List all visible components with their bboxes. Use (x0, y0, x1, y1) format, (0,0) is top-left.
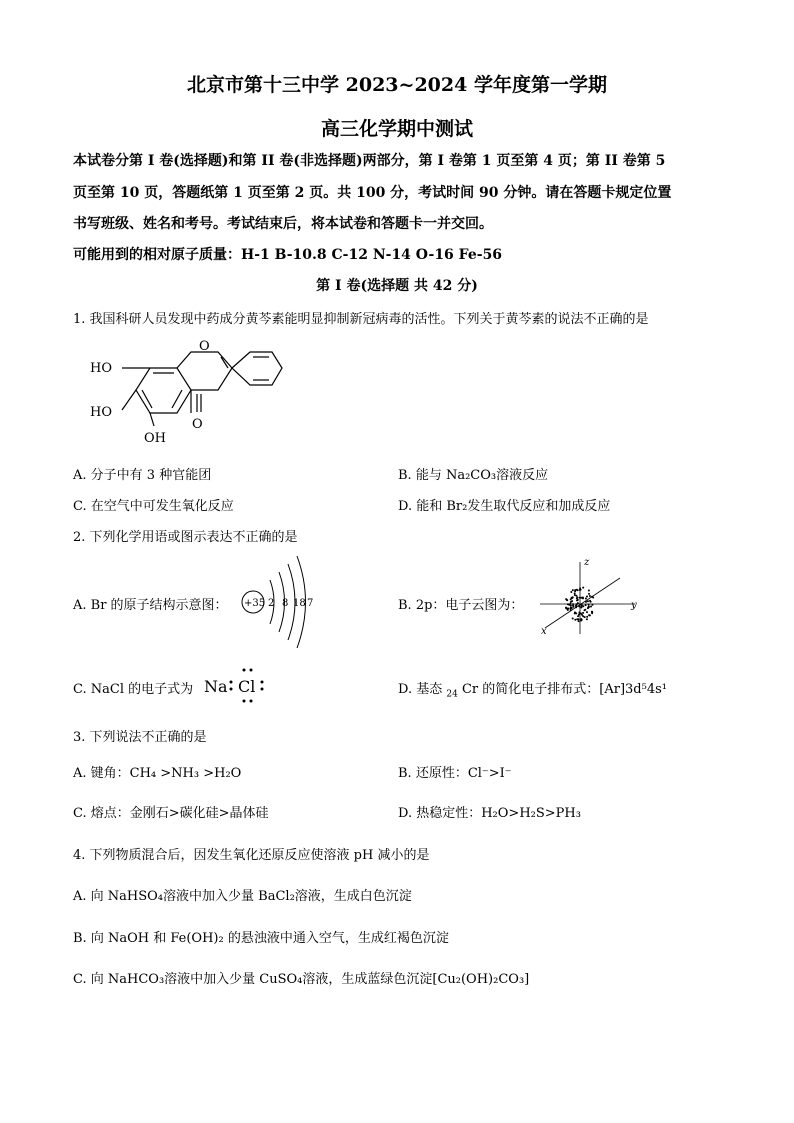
shell-2-count: 8 (282, 598, 289, 609)
electron-dot (580, 618, 582, 620)
ho-label-top: HO (90, 361, 112, 376)
electron-dot (574, 619, 576, 621)
electron-dot (572, 605, 574, 607)
br-atomic-structure-diagram (240, 552, 322, 652)
q2-option-c-label: C. NaCl 的电子式为 (73, 682, 194, 697)
ring-oxygen-label: O (199, 339, 210, 354)
electron-dot (565, 607, 567, 609)
atomic-masses: 可能用到的相对原子质量：H-1 B-10.8 C-12 N-14 O-16 Fe-56 (73, 247, 503, 263)
electron-dot (586, 596, 588, 598)
q1-stem: 1. 我国科研人员发现中药成分黄芩素能明显抑制新冠病毒的活性。下列关于黄芩素的说法不正确的是 (73, 312, 649, 327)
electron-dot (574, 594, 576, 596)
electron-dot (571, 607, 573, 609)
q3-option-c: C. 熔点：金刚石>碳化硅>晶体硅 (73, 806, 269, 821)
q1-option-a: A. 分子中有 3 种官能团 (73, 468, 212, 483)
electron-dot (569, 603, 571, 605)
shell-1-count: 2 (268, 598, 275, 609)
electron-dot (588, 605, 590, 607)
axis-z-label: z (584, 557, 590, 568)
electron-dot (579, 587, 581, 589)
q3-stem: 3. 下列说法不正确的是 (73, 730, 207, 745)
electron-dot (575, 605, 577, 607)
electron-dot (584, 616, 586, 618)
electron-dot (589, 595, 591, 597)
shell-3-count: 18 (293, 598, 306, 609)
ring-a (136, 368, 191, 413)
intro-line-2: 页至第 10 页，答题纸第 1 页至第 2 页。共 100 分，考试时间 90 分钟。请在答题卡规定位置 (73, 185, 672, 201)
electron-dot (567, 608, 569, 610)
electron-dot (588, 604, 590, 606)
q4-option-a: A. 向 NaHSO₄溶液中加入少量 BaCl₂溶液，生成白色沉淀 (73, 889, 412, 904)
intro-line-1: 本试卷分第 I 卷(选择题)和第 II 卷(非选择题)两部分，第 I 卷第 1 页至第 4 页；第 II 卷第 5 (73, 153, 666, 169)
nacl-electron-formula (202, 664, 274, 706)
cl-symbol: Cl (238, 677, 256, 696)
q2-option-b-label: B. 2p：电子云图为： (398, 598, 524, 613)
electron-dot (585, 604, 587, 606)
axis-y-label: y (631, 600, 637, 611)
na-symbol: Na (204, 677, 228, 696)
oh-label-bottom: OH (144, 431, 166, 446)
electron-dot (588, 590, 590, 592)
p-orbital-cloud-diagram (535, 556, 645, 638)
electron-dot (586, 616, 588, 618)
q4-stem: 4. 下列物质混合后，因发生氧化还原反应使溶液 pH 减小的是 (73, 848, 430, 863)
electron-dot (582, 597, 584, 599)
q2-option-d-prefix: D. 基态 (398, 682, 443, 697)
electron-dot (578, 620, 580, 622)
electron-dot (586, 611, 588, 613)
exam-title: 北京市第十三中学 2023~2024 学年度第一学期 (187, 74, 607, 96)
electron-dot (589, 600, 591, 602)
electron-dot (587, 600, 589, 602)
electron-dot (578, 614, 580, 616)
electron-dot (582, 587, 584, 589)
electron-dot (570, 601, 572, 603)
electron-dot (579, 604, 581, 606)
electron-dot (582, 612, 584, 614)
q2-option-d (398, 678, 667, 700)
section-heading: 第 I 卷(选择题 共 42 分) (316, 278, 478, 294)
electron-dot (578, 605, 580, 607)
intro-line-3: 书写班级、姓名和考号。考试结束后，将本试卷和答题卡一并交回。 (73, 216, 493, 232)
electron-dot (570, 605, 572, 607)
electron-dot (592, 604, 594, 606)
q3-option-b: B. 还原性：Cl⁻>I⁻ (398, 766, 512, 781)
electron-dot (572, 597, 574, 599)
q2-option-a-label: A. Br 的原子结构示意图： (73, 598, 228, 613)
baicalein-structure (82, 330, 292, 448)
electron-dot (585, 601, 587, 603)
q4-option-b: B. 向 NaOH 和 Fe(OH)₂ 的悬浊液中通入空气，生成红褐色沉淀 (73, 931, 449, 946)
electron-dot (585, 598, 587, 600)
electron-dot (580, 606, 582, 608)
electron-dot (572, 589, 574, 591)
electron-dot (582, 605, 584, 607)
q3-option-a: A. 键角：CH₄ >NH₃ >H₂O (73, 766, 242, 781)
electron-dot (589, 614, 591, 616)
electron-dot (590, 606, 592, 608)
q4-option-c: C. 向 NaHCO₃溶液中加入少量 CuSO₄溶液，生成蓝绿色沉淀[Cu₂(OH)₂CO₃] (73, 972, 530, 987)
exam-subtitle: 高三化学期中测试 (320, 118, 473, 140)
cr-atomic-number: 24 (446, 689, 458, 700)
electron-dot (572, 618, 574, 620)
electron-dot (565, 598, 567, 600)
carbonyl-oxygen-label: O (192, 417, 203, 432)
cr-symbol: Cr (461, 682, 479, 697)
electron-dot (591, 596, 593, 598)
electron-dot (576, 597, 578, 599)
shell-4-count: 7 (307, 598, 314, 609)
electron-dot (570, 591, 572, 593)
ho-label-mid: HO (90, 405, 112, 420)
q1-option-c: C. 在空气中可发生氧化反应 (73, 499, 234, 514)
electron-dot (577, 589, 579, 591)
electron-dot (588, 593, 590, 595)
q2-stem: 2. 下列化学用语或图示表达不正确的是 (73, 530, 298, 545)
q3-option-d: D. 热稳定性：H₂O>H₂S>PH₃ (398, 806, 581, 821)
electron-dot (576, 599, 578, 601)
q2-option-d-config: 的简化电子排布式：[Ar]3d⁵4s¹ (482, 682, 667, 697)
electron-dot (567, 603, 569, 605)
ring-c (177, 352, 232, 390)
axis-x-label: x (541, 626, 547, 637)
electron-dot (577, 618, 579, 620)
electron-dot (586, 618, 588, 620)
q1-option-d: D. 能和 Br₂发生取代反应和加成反应 (398, 499, 611, 514)
electron-dot (574, 612, 576, 614)
nucleus-charge: +35 (244, 598, 266, 609)
q1-option-b: B. 能与 Na₂CO₃溶液反应 (398, 468, 549, 483)
electron-dot (591, 611, 593, 613)
electron-dot (580, 613, 582, 615)
electron-dot (584, 609, 586, 611)
